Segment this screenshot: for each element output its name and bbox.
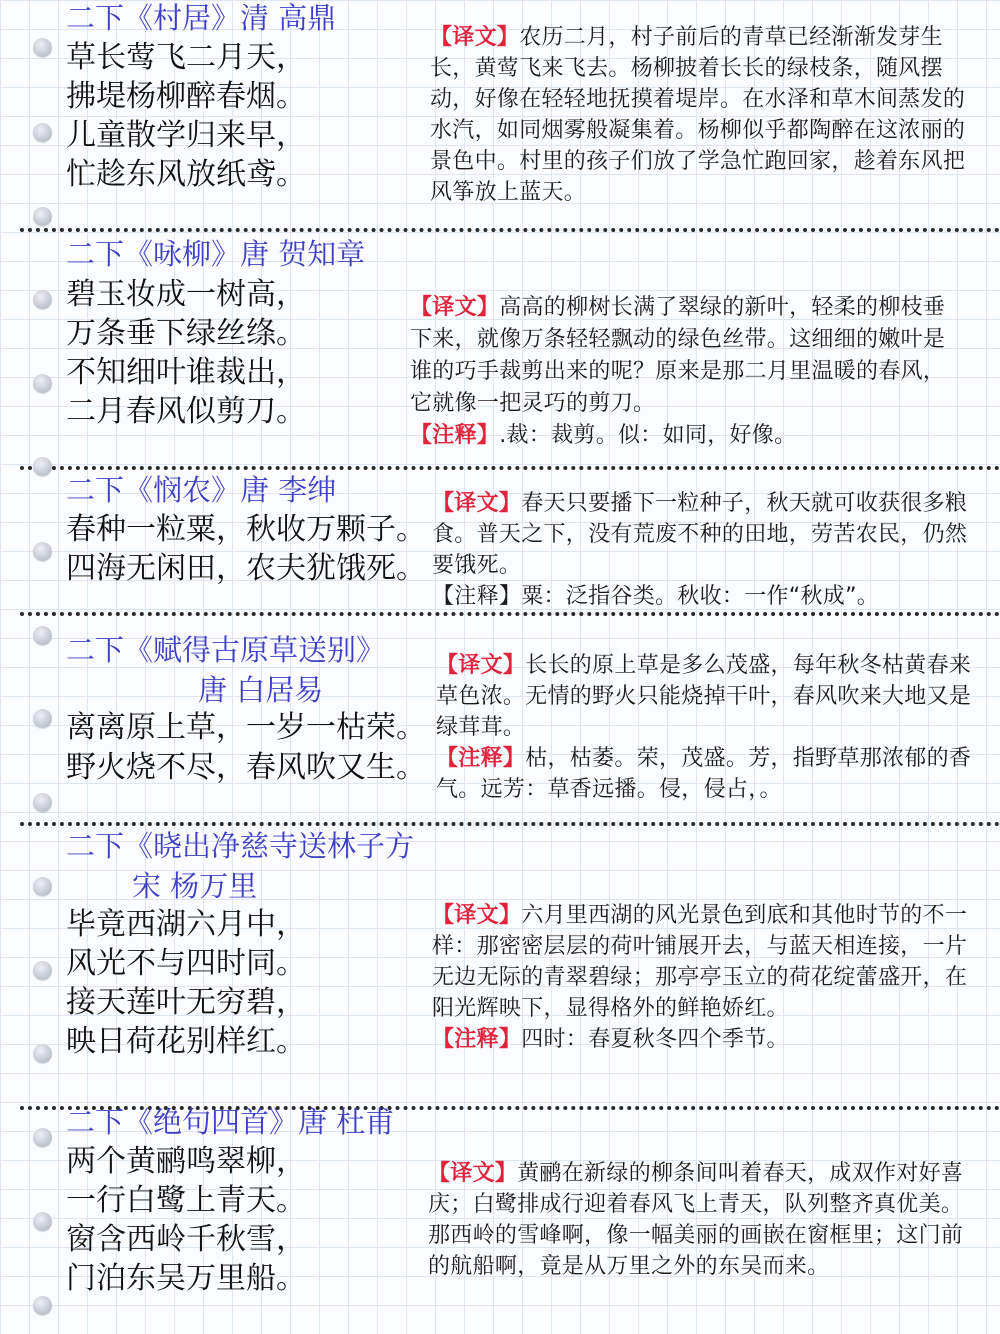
binder-hole-icon [33, 1296, 52, 1315]
poem-title: 二下《村居》清 高鼎 [66, 1, 337, 35]
translation-block [430, 22, 970, 208]
translation-body: 黄鹂在新绿的柳条间叫着春天，成双作对好喜庆；白鹭排成行迎着春风飞上青天，队列整齐真优美。那西岭的雪峰啊，像一幅美丽的画嵌在窗框里；这门前的航船啊，竟是从万里之外的东吴而来。 [428, 1161, 964, 1279]
poem-title: 二下《绝句四首》唐 杜甫 [66, 1105, 395, 1139]
binder-hole-icon [33, 123, 52, 142]
binder-hole-icon [33, 290, 52, 309]
poem-line: 一行白鹭上青天。 [66, 1183, 306, 1218]
note-text [432, 1024, 972, 1055]
poem-title: 二下《悯农》唐 李绅 [66, 473, 337, 507]
translation-tag: 【译文】 [432, 491, 522, 516]
translation-tag: 【译文】 [436, 653, 526, 678]
note-tag: 【注释】 [432, 584, 522, 609]
translation-tag: 【译文】 [410, 295, 500, 320]
poem-line: 不知细叶谁裁出， [66, 355, 306, 390]
section-divider [20, 228, 1000, 232]
translation-text [432, 900, 972, 1024]
poem-text [66, 1142, 306, 1298]
poem-line: 拂堤杨柳醉春烟。 [66, 79, 306, 114]
binder-hole-icon [33, 626, 52, 645]
poem-line: 草长莺飞二月天， [66, 40, 306, 75]
poem-line: 野火烧不尽，春风吹又生。 [66, 750, 426, 785]
poem-line: 映日荷花别样红。 [66, 1024, 306, 1059]
note-body: 粟：泛指谷类。秋收：一作“秋成”。 [521, 584, 880, 609]
binder-hole-icon [33, 961, 52, 980]
translation-body: 高高的柳树长满了翠绿的新叶，轻柔的柳枝垂下来，就像万条轻轻飘动的绿色丝带。这细细的嫩叶是谁的巧手裁剪出来的呢？原来是那二月里温暖的春风，它就像一把灵巧的剪刀。 [410, 295, 946, 416]
poem-text [66, 510, 426, 588]
binder-hole-icon [33, 38, 52, 57]
poem-line: 万条垂下绿丝绦。 [66, 316, 306, 351]
translation-block [432, 900, 972, 1055]
poem-text [66, 905, 306, 1061]
poem-author: 唐 白居易 [198, 673, 324, 707]
translation-body: 长长的原上草是多么茂盛，每年秋冬枯黄春来草色浓。无情的野火只能烧掉干叶，春风吹来大地又是绿茸茸。 [436, 653, 972, 740]
poem-line: 儿童散学归来早， [66, 118, 306, 153]
poem-line: 春种一粒粟，秋收万颗子。 [66, 512, 426, 547]
poem-line: 毕竟西湖六月中， [66, 907, 306, 942]
note-body: 枯，枯萎。荣，茂盛。芳，指野草那浓郁的香气。远芳：草香远播。侵，侵占，。 [436, 746, 972, 802]
translation-tag: 【译文】 [430, 25, 520, 50]
translation-block [436, 650, 976, 805]
poem-line: 窗含西岭千秋雪， [66, 1222, 306, 1257]
binder-hole-icon [33, 709, 52, 728]
note-body: .裁：裁剪。似：如同，好像。 [499, 423, 797, 448]
translation-text [428, 1158, 984, 1282]
note-tag: 【注释】 [436, 746, 526, 771]
translation-block [432, 488, 976, 612]
binder-hole-icon [33, 457, 52, 476]
section-divider [20, 466, 1000, 470]
poem-line: 二月春风似剪刀。 [66, 394, 306, 429]
translation-text [432, 488, 976, 581]
poem-line: 碧玉妆成一树高， [66, 277, 306, 312]
poem-text [66, 38, 306, 194]
poem-text [66, 275, 306, 431]
note-body: 四时：春夏秋冬四个季节。 [521, 1027, 789, 1052]
translation-text [410, 292, 966, 420]
poem-title: 二下《咏柳》唐 贺知章 [66, 237, 366, 271]
binder-hole-icon [33, 1044, 52, 1063]
poem-line: 两个黄鹂鸣翠柳， [66, 1144, 306, 1179]
poem-text [66, 708, 426, 788]
translation-body: 春天只要播下一粒种子，秋天就可收获很多粮食。普天之下，没有荒废不种的田地，劳苦农民，仍然要饿死。 [432, 491, 968, 578]
poem-title: 二下《赋得古原草送别》 [66, 633, 386, 667]
poem-line: 门泊东吴万里船。 [66, 1261, 306, 1296]
poem-line: 四海无闲田，农夫犹饿死。 [66, 551, 426, 586]
translation-tag: 【译文】 [432, 903, 522, 928]
translation-block [428, 1158, 984, 1282]
poem-title: 二下《晓出净慈寺送林子方 [66, 829, 415, 863]
poem-line: 忙趁东风放纸鸢。 [66, 157, 306, 192]
binder-hole-icon [33, 793, 52, 812]
poem-line: 风光不与四时同。 [66, 946, 306, 981]
poem-author: 宋 杨万里 [132, 869, 258, 903]
translation-body: 农历二月，村子前后的青草已经渐渐发芽生长，黄莺飞来飞去。杨柳披着长长的绿枝条，随风摆动，好像在轻轻地抚摸着堤岸。在水泽和草木间蒸发的水汽，如同烟雾般凝集着。杨柳似乎都陶醉在这浓丽的景色中。村里的孩子们放了学急忙跑回家，趁着东风把风筝放上蓝天。 [430, 25, 966, 205]
binder-hole-icon [33, 542, 52, 561]
binder-hole-icon [33, 374, 52, 393]
binder-hole-icon [33, 207, 52, 226]
binder-hole-icon [33, 1212, 52, 1231]
note-tag: 【注释】 [410, 423, 500, 448]
poem-line: 离离原上草，一岁一枯荣。 [66, 710, 426, 745]
translation-text [430, 22, 970, 208]
translation-tag: 【译文】 [428, 1161, 518, 1186]
note-text [436, 743, 976, 805]
note-text [432, 581, 976, 612]
note-text [410, 420, 966, 452]
translation-block [410, 292, 966, 452]
translation-text [436, 650, 976, 743]
binder-hole-icon [33, 1128, 52, 1147]
translation-body: 六月里西湖的风光景色到底和其他时节的不一样：那密密层层的荷叶铺展开去，与蓝天相连接，一片无边无际的青翠碧绿；那亭亭玉立的荷花绽蕾盛开，在阳光辉映下，显得格外的鲜艳娇红。 [432, 903, 968, 1021]
note-tag: 【注释】 [432, 1027, 522, 1052]
binder-hole-icon [33, 877, 52, 896]
section-divider [20, 822, 1000, 826]
poem-line: 接天莲叶无穷碧， [66, 985, 306, 1020]
section-divider [20, 612, 1000, 616]
